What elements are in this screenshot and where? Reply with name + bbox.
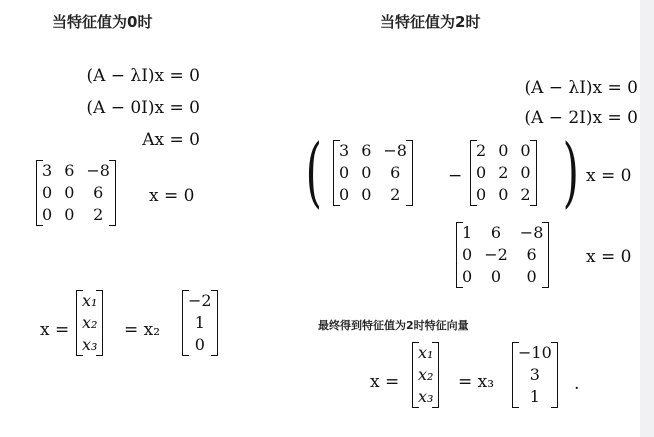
left-coefficient-matrix: 3 6 −8 0 0 6 0 0 2 (36, 160, 116, 226)
right-eq2: (A − 2I)x = 0 (524, 108, 638, 128)
right-unknown-vector: x₁ x₂ x₃ (412, 342, 439, 408)
left-equals-coef: = x₂ (124, 320, 161, 340)
minus-sign: − (448, 166, 463, 186)
left-unknown-vector: x₁ x₂ x₃ (76, 290, 103, 356)
left-heading: 当特征值为0时 (52, 13, 153, 31)
right-matrix-c-suffix: x = 0 (586, 247, 632, 267)
left-paren: ( (305, 127, 322, 216)
left-eq1: (A − λI)x = 0 (86, 66, 200, 86)
left-eigenvector: −2 1 0 (182, 290, 218, 356)
right-eigenvector: −10 3 1 (512, 342, 558, 408)
left-eq3: Ax = 0 (142, 130, 200, 150)
right-matrix-suffix: x = 0 (586, 166, 632, 186)
scrollbar-track[interactable] (640, 0, 654, 437)
right-result-lhs: x = (370, 372, 400, 392)
right-paren: ) (562, 127, 579, 216)
right-heading: 当特征值为2时 (380, 13, 481, 31)
right-matrix-b: 2 0 0 0 2 0 0 0 2 (470, 140, 537, 206)
period: . (574, 374, 580, 394)
eigenvector-note: 最终得到特征值为2时特征向量 (318, 319, 469, 332)
left-result-lhs: x = (40, 320, 70, 340)
left-matrix-suffix: x = 0 (149, 186, 195, 206)
right-equals-coef: = x₃ (458, 372, 495, 392)
right-matrix-a: 3 6 −8 0 0 6 0 0 2 (333, 140, 413, 206)
right-eq1: (A − λI)x = 0 (524, 78, 638, 98)
left-eq2: (A − 0I)x = 0 (86, 98, 200, 118)
right-matrix-c: 1 6 −8 0 −2 6 0 0 0 (456, 222, 549, 288)
